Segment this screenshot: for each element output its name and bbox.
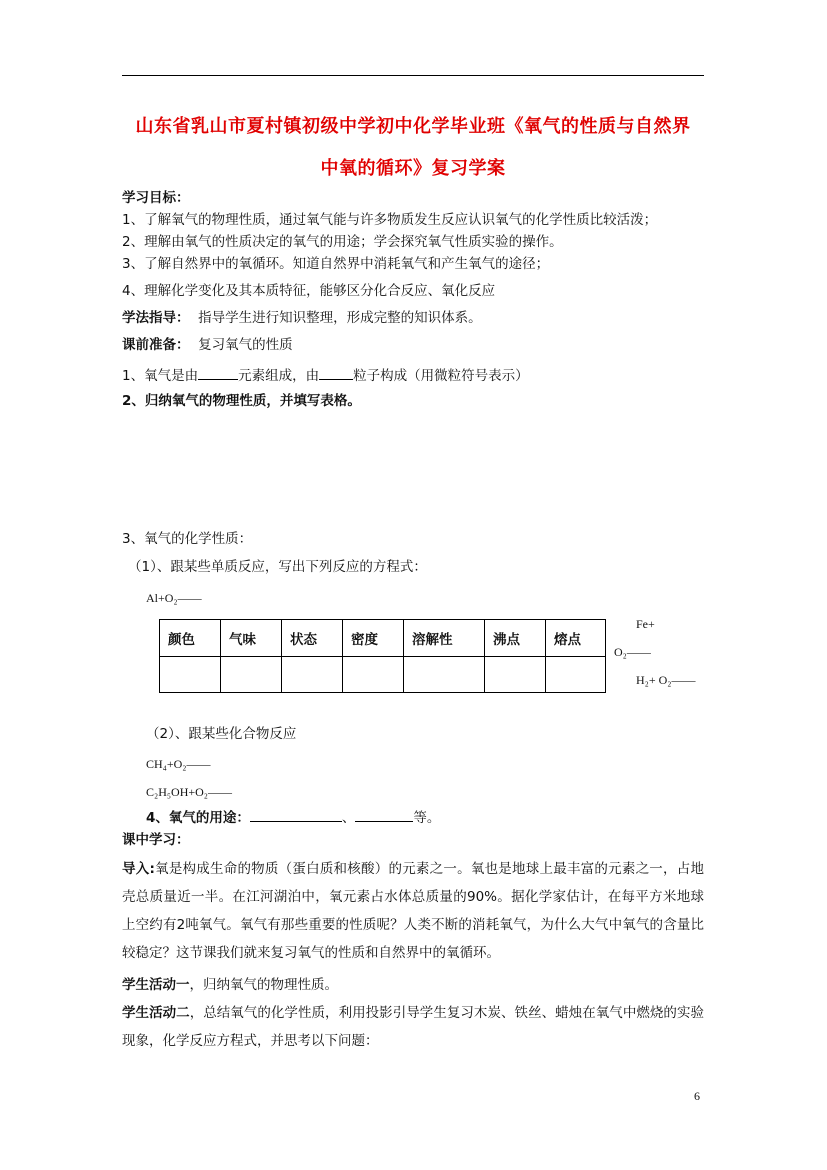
question-1-part-c: 粒子构成（用微粒符号表示） [353,368,529,384]
answer-blank[interactable] [250,809,342,822]
table-cell[interactable] [485,657,546,693]
method-text: 指导学生进行知识整理，形成完整的知识体系。 [198,310,482,326]
question-4-end: 等。 [413,810,441,826]
objective-item: 1、了解氧气的物理性质，通过氧气能与许多物质发生反应认识氧气的化学性质比较活泼； [122,212,658,228]
table-header: 密度 [343,620,404,657]
method-label: 学法指导： [122,310,190,326]
activity-1-label: 学生活动一 [122,977,190,993]
activity-2-label: 学生活动二 [122,1005,190,1021]
page-number: 6 [694,1089,700,1103]
question-4 [146,809,440,826]
table-header: 颜色 [160,620,221,657]
table-cell[interactable] [282,657,343,693]
table-cell[interactable] [546,657,606,693]
activity-1 [122,971,704,999]
prep-label: 课前准备： [122,337,190,353]
equation-ch4: CH₄+O₂—— [146,757,211,771]
page-title-line2: 中氧的循环》复习学案 [320,158,506,179]
objective-item: 3、了解自然界中的氧循环。知道自然界中消耗氧气和产生氧气的途径； [122,256,550,272]
equation-c2h5oh: C₂H₅OH+O₂—— [146,785,232,799]
answer-blank[interactable] [355,809,413,822]
equation-fe-o2: O₂—— [614,645,651,659]
question-1-part-b: 元素组成，由 [238,368,320,384]
header-rule [122,75,704,76]
question-4-label: 4、氧气的用途： [146,810,250,826]
activity-2-text: ，总结氧气的化学性质，利用投影引导学生复习木炭、铁丝、蜡烛在氧气中燃烧的实验现象，化学反应方程式，并思考以下问题： [122,1005,705,1049]
objectives-heading: 学习目标： [122,190,190,206]
table-cell[interactable] [160,657,221,693]
intro-paragraph [122,855,704,967]
method-line [122,312,482,326]
equation-h2: H₂+ O₂—— [636,673,696,687]
answer-blank[interactable] [319,367,353,380]
intro-text: 氧是构成生命的物质（蛋白质和核酸）的元素之一。氧也是地球上最丰富的元素之一，占地壳总质量近一半。在江河湖泊中，氧元素占水体总质量的90%。据化学家估计，在每平方米地球上空约有2吨氧气。氧气有那些重要的性质呢？人类不断的消耗氧气，为什么大气中氧气的含量比较稳定？这节课我们就来复习氧气的性质和自然界中的氧循环。 [122,861,704,961]
page-title-line1: 山东省乳山市夏村镇初级中学初中化学毕业班《氧气的性质与自然界 [135,116,691,137]
equation-fe: Fe+ [636,617,655,631]
table-cell[interactable] [404,657,485,693]
objective-item: 4、理解化学变化及其本质特征，能够区分化合反应、氧化反应 [122,283,496,299]
physical-properties-table [159,619,606,693]
table-header: 气味 [221,620,282,657]
answer-blank[interactable] [198,367,238,380]
question-1-part-a: 1、氧气是由 [122,368,199,384]
question-3: 3、氧气的化学性质： [122,531,253,547]
table-header: 溶解性 [404,620,485,657]
question-3-1: （1）、跟某些单质反应，写出下列反应的方程式： [128,559,427,575]
equation-al: Al+O₂—— [146,591,202,605]
table-cell[interactable] [221,657,282,693]
intro-label: 导入: [122,861,155,877]
in-class-heading: 课中学习： [122,832,190,848]
table-cell[interactable] [343,657,404,693]
table-header: 熔点 [546,620,606,657]
question-2: 2、归纳氧气的物理性质，并填写表格。 [122,393,361,409]
question-4-separator: 、 [341,810,356,826]
objective-item: 2、理解由氧气的性质决定的氧气的用途；学会探究氧气性质实验的操作。 [122,234,563,250]
question-1 [122,367,529,384]
activity-2 [122,999,704,1055]
prep-text: 复习氧气的性质 [198,337,293,353]
table-header: 沸点 [485,620,546,657]
question-3-2: （2）、跟某些化合物反应 [146,726,297,742]
table-header: 状态 [282,620,343,657]
prep-line [122,339,293,353]
activity-1-text: ，归纳氧气的物理性质。 [189,977,338,993]
